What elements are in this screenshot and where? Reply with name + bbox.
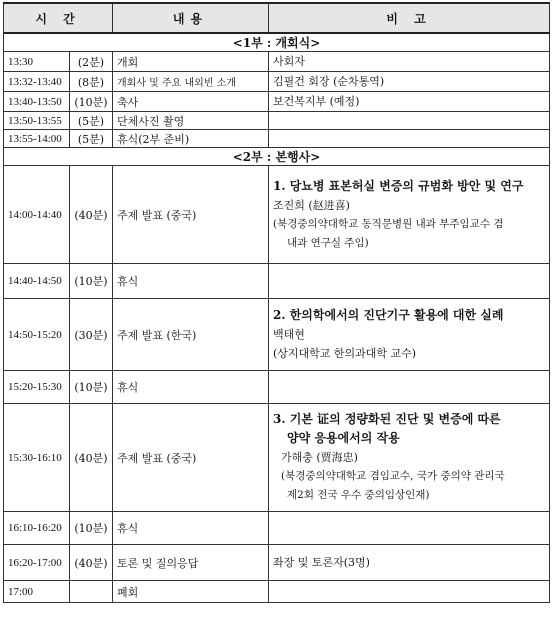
time-cell: 13:32-13:40: [4, 72, 70, 92]
time-cell: 16:10-16:20: [4, 512, 70, 545]
header-content: 내용: [113, 3, 269, 33]
table-row: [4, 264, 550, 299]
table-row: [4, 166, 550, 264]
table-row: [4, 92, 550, 112]
time-cell: 15:30-16:10: [4, 404, 70, 512]
duration-cell: (10분): [70, 92, 113, 112]
time-cell: 14:50-15:20: [4, 299, 70, 371]
note-cell: 보건복지부 (예정): [269, 92, 550, 112]
content-cell: 폐회: [113, 581, 269, 603]
duration-cell: [70, 581, 113, 603]
duration-cell: (30분): [70, 299, 113, 371]
note-cell: 좌장 및 토론자(3명): [269, 545, 550, 581]
presenter-affiliation: (상지대학교 한의과대학 교수): [273, 347, 417, 360]
header-time: 시 간: [4, 3, 113, 33]
content-cell: 주제 발표 (중국): [113, 404, 269, 512]
content-cell: 주제 발표 (중국): [113, 166, 269, 264]
table-row: [4, 545, 550, 581]
duration-cell: (5분): [70, 112, 113, 130]
note-cell: [269, 371, 550, 404]
time-cell: 14:00-14:40: [4, 166, 70, 264]
presenter-name: 백태현: [273, 328, 305, 341]
note-cell: 김필건 회장 (순차통역): [269, 72, 550, 92]
content-cell: 개회: [113, 52, 269, 72]
table-row: [4, 581, 550, 603]
content-cell: 단체사진 촬영: [113, 112, 269, 130]
table-row: [4, 52, 550, 72]
time-cell: 14:40-14:50: [4, 264, 70, 299]
presenter-affiliation-cont: 내과 연구실 주임): [287, 236, 369, 249]
presentation-title: 2. 한의학에서의 진단기구 활용에 대한 실례: [273, 308, 504, 322]
duration-cell: (40분): [70, 166, 113, 264]
time-cell: 15:20-15:30: [4, 371, 70, 404]
time-cell: 13:50-13:55: [4, 112, 70, 130]
header-row: [4, 3, 550, 33]
presentation-title: 1. 당뇨병 표본허실 변증의 규범화 방안 및 연구: [273, 178, 524, 193]
content-cell: 토론 및 질의응답: [113, 545, 269, 581]
note-cell: [269, 299, 550, 371]
duration-cell: (5분): [70, 130, 113, 148]
note-cell: [269, 264, 550, 299]
section-row: [4, 148, 550, 166]
duration-cell: (10분): [70, 512, 113, 545]
content-cell: 주제 발표 (한국): [113, 299, 269, 371]
table-row: [4, 404, 550, 512]
note-cell: [269, 512, 550, 545]
content-cell: 축사: [113, 92, 269, 112]
content-cell: 휴식(2부 준비): [113, 130, 269, 148]
duration-cell: (10분): [70, 371, 113, 404]
time-cell: 13:30: [4, 52, 70, 72]
time-cell: 16:20-17:00: [4, 545, 70, 581]
duration-cell: (8분): [70, 72, 113, 92]
table-row: [4, 371, 550, 404]
note-cell: 사회자: [269, 52, 550, 72]
presenter-affiliation: (북경중의약대학교 겸임교수, 국가 중의약 관리국: [281, 470, 505, 482]
section-title-part1: <1부 : 개회식>: [4, 33, 550, 52]
table-row: [4, 299, 550, 371]
presentation-title-cont: 양약 응용에서의 작용: [287, 431, 400, 445]
content-cell: 휴식: [113, 264, 269, 299]
presentation-title: 3. 기본 证의 정량화된 진단 및 변증에 따른: [273, 412, 501, 426]
time-cell: 17:00: [4, 581, 70, 603]
schedule-table: [3, 2, 550, 603]
note-cell: [269, 581, 550, 603]
duration-cell: (40분): [70, 545, 113, 581]
note-cell: [269, 166, 550, 264]
content-cell: 휴식: [113, 371, 269, 404]
table-row: [4, 130, 550, 148]
duration-cell: (10분): [70, 264, 113, 299]
time-cell: 13:55-14:00: [4, 130, 70, 148]
table-row: [4, 512, 550, 545]
presenter-affiliation-cont: 제2회 전국 우수 중의임상인재): [287, 489, 430, 501]
presenter-affiliation: (북경중의약대학교 동직문병원 내과 부주임교수 겸: [273, 217, 504, 230]
section-row: [4, 33, 550, 52]
content-cell: 휴식: [113, 512, 269, 545]
table-row: [4, 112, 550, 130]
content-cell: 개회사 및 주요 내외빈 소개: [113, 72, 269, 92]
presenter-name: 조진희 (赵进喜): [273, 198, 350, 212]
table-row: [4, 72, 550, 92]
note-cell: [269, 112, 550, 130]
header-note: 비 고: [269, 3, 550, 33]
note-cell: [269, 404, 550, 512]
note-cell: [269, 130, 550, 148]
section-title-part2: <2부 : 본행사>: [4, 148, 550, 166]
presenter-name: 가해충 (贾海忠): [281, 451, 358, 464]
duration-cell: (2분): [70, 52, 113, 72]
time-cell: 13:40-13:50: [4, 92, 70, 112]
duration-cell: (40분): [70, 404, 113, 512]
